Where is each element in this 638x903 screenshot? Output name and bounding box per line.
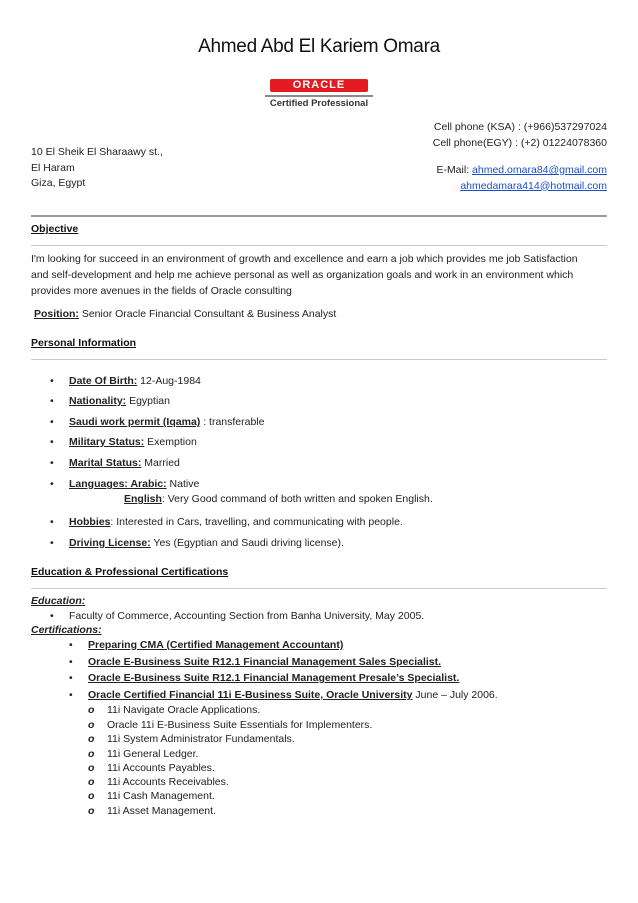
objective-heading: Objective (31, 223, 79, 235)
cert-extra: June – July 2006. (412, 689, 498, 701)
item-label: Marital Status: (69, 457, 142, 469)
item-label: Hobbies (69, 516, 111, 528)
bullet-icon: • (50, 537, 54, 549)
english-value: : Very Good command of both written and spoken English. (161, 493, 433, 505)
bullet-icon: • (50, 375, 54, 387)
course-text: 11i General Ledger. (107, 748, 199, 760)
email-link-gmail[interactable]: ahmed.omara84@gmail.com (472, 164, 607, 176)
course-text: 11i Navigate Oracle Applications. (107, 704, 261, 716)
candidate-name: Ahmed Abd El Kariem Omara (198, 36, 440, 57)
english-label: English (124, 493, 162, 505)
bullet-icon: • (69, 672, 73, 684)
course-text: Oracle 11i E-Business Suite Essentials for Implementers. (107, 719, 373, 731)
circle-bullet-icon: o (88, 748, 95, 760)
circle-bullet-icon: o (88, 719, 95, 731)
address-line: El Haram (31, 161, 75, 174)
item-label: Military Status: (69, 436, 145, 448)
education-label: Education: (31, 595, 86, 607)
item-value: Native (166, 478, 200, 490)
course-text: 11i Accounts Receivables. (107, 776, 229, 788)
english-language-line (124, 493, 433, 505)
circle-bullet-icon: o (88, 776, 95, 788)
section-divider (31, 215, 607, 217)
bullet-icon: • (69, 639, 73, 651)
heading-rule (31, 245, 607, 246)
bullet-icon: • (50, 478, 54, 490)
item-label: Date Of Birth: (69, 375, 138, 387)
item-label: Nationality: (69, 395, 127, 407)
objective-line: I'm looking for succeed in an environment of growth and excellence and earn a job which provides me job Satisfaction (31, 253, 578, 265)
oracle-certified-logo (260, 79, 378, 113)
logo-divider (265, 95, 373, 97)
item-value: Married (141, 457, 180, 469)
bullet-icon: • (50, 610, 54, 622)
logo-subtitle: Certified Professional (269, 98, 369, 109)
heading-rule (31, 359, 607, 360)
cert-title: Oracle Certified Financial 11i E-Business Suite, Oracle University (88, 689, 413, 701)
position-value: Senior Oracle Financial Consultant & Business Analyst (78, 308, 337, 320)
item-value: : Interested in Cars, travelling, and communicating with people. (110, 516, 403, 528)
course-text: 11i Asset Management. (107, 805, 216, 817)
bullet-icon: • (50, 436, 54, 448)
cert-title: Preparing CMA (Certified Management Accountant) (88, 639, 344, 651)
course-text: 11i Cash Management. (107, 790, 215, 802)
item-value: Exemption (144, 436, 197, 448)
cert-title: Oracle E-Business Suite R12.1 Financial Management Presale’s Specialist. (88, 672, 460, 684)
bullet-icon: • (69, 656, 73, 668)
email-link-hotmail[interactable]: ahmedamara414@hotmail.com (460, 179, 607, 192)
position-label: Position: (34, 308, 79, 320)
address-line: 10 El Sheik El Sharaawy st., (31, 146, 163, 158)
education-heading: Education & Professional Certifications (31, 566, 229, 578)
objective-line: provides more avenues in the fields of Oracle consulting (31, 285, 292, 297)
email-line-1 (347, 163, 607, 179)
phone-ksa: Cell phone (KSA) : (+966)537297024 (433, 121, 607, 133)
objective-text (31, 251, 601, 299)
course-text: 11i System Administrator Fundamentals. (107, 733, 295, 745)
item-value: : transferable (200, 416, 265, 428)
item-value: Egyptian (126, 395, 170, 407)
personal-info-heading: Personal Information (31, 337, 137, 349)
education-text: Faculty of Commerce, Accounting Section from Banha University, May 2005. (69, 610, 425, 622)
bullet-icon: • (50, 416, 54, 428)
circle-bullet-icon: o (88, 733, 95, 745)
item-value: Yes (Egyptian and Saudi driving license). (150, 537, 344, 549)
objective-line: and self-development and help me achieve personal as well as organization goals and work in an environment which (31, 269, 574, 281)
circle-bullet-icon: o (88, 805, 95, 817)
circle-bullet-icon: o (88, 790, 95, 802)
item-label: Languages: Arabic: (69, 478, 167, 490)
oracle-wordmark: ORACLE (270, 79, 368, 92)
position-line (34, 308, 336, 320)
certifications-label: Certifications: (31, 624, 102, 636)
cert-title: Oracle E-Business Suite R12.1 Financial Management Sales Specialist. (88, 656, 442, 668)
circle-bullet-icon: o (88, 762, 95, 774)
email-label: E-Mail: (436, 164, 473, 176)
bullet-icon: • (50, 395, 54, 407)
bullet-icon: • (69, 689, 73, 701)
phone-egy: Cell phone(EGY) : (+2) 01224078360 (432, 136, 607, 149)
contact-block (347, 120, 607, 194)
course-text: 11i Accounts Payables. (107, 762, 215, 774)
item-value: 12-Aug-1984 (137, 375, 201, 387)
heading-rule (31, 588, 607, 589)
circle-bullet-icon: o (88, 704, 95, 716)
postal-address (31, 145, 163, 192)
email-line-2 (347, 179, 607, 195)
item-label: Saudi work permit (Iqama) (69, 416, 201, 428)
bullet-icon: • (50, 516, 54, 528)
address-line: Giza, Egypt (31, 177, 86, 189)
item-label: Driving License: (69, 537, 151, 549)
bullet-icon: • (50, 457, 54, 469)
